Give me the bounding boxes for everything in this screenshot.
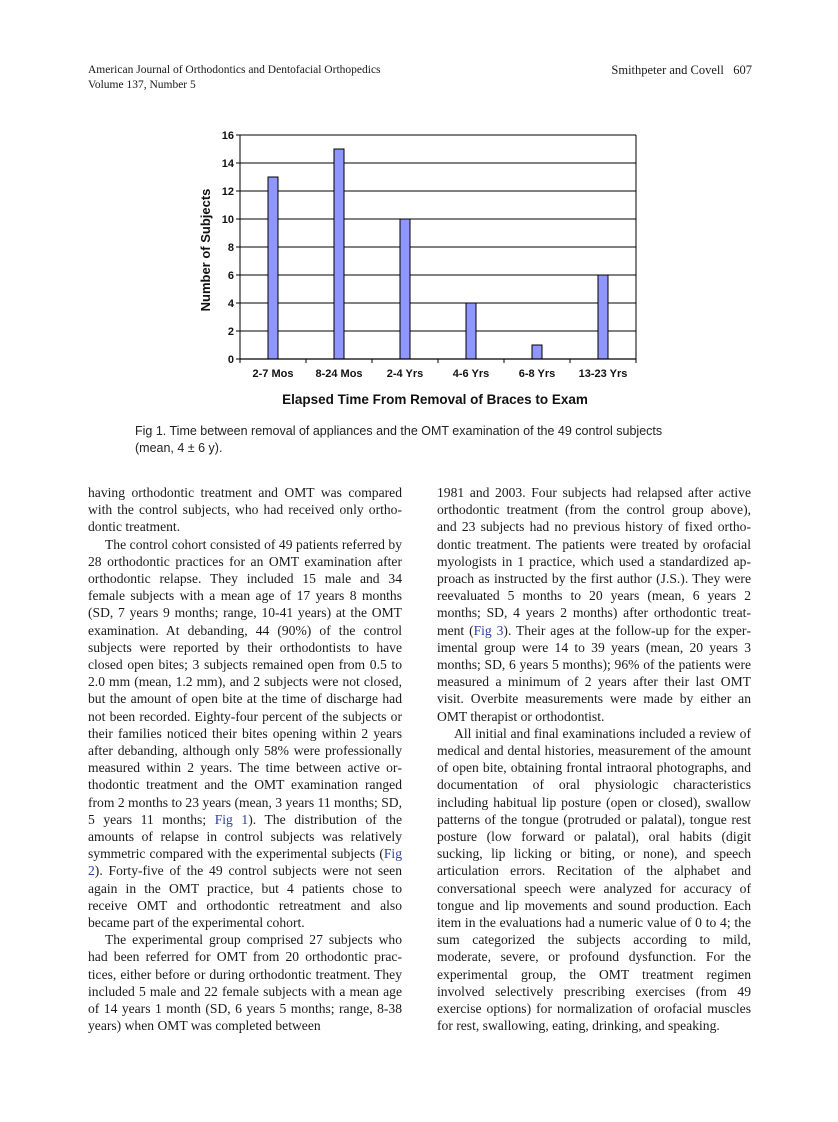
figure-caption-line-2: (mean, 4 ± 6 y). <box>135 441 223 455</box>
paragraph-examinations: All initial and final examinations included a review of medical and dental histories, measurement of the amount of open bite, obtaining frontal intraoral photographs, and documentation of oral physiologic characteristics including habitual lip posture (open or closed), swallow patterns of the tongue (protruded or palatal), tongue rest posture (low forward or palatal), oral habits (digit sucking, lip licking or biting, or none), and speech articulation errors. Recitation of the alphabet and conversational speech were analyzed for accuracy of tongue and lip movements and sound production. Each item in the evaluations had a numeric value of 0 to 4; the sum categorized the subjects according to mild, moderate, severe, or profound dysfunction. For the experimental group, the OMT treatment regimen involved selectively prescribing exercises (from 49 exercise options) for normalization of orofacial muscles for rest, swallowing, eating, drinking, and speaking. <box>437 725 751 1034</box>
figure-2-reference-link[interactable]: Fig 2 <box>88 846 402 879</box>
y-tick-label: 8 <box>227 242 234 254</box>
x-tick-label: 2-4 Yrs <box>386 368 424 380</box>
chart-x-axis-label: Elapsed Time From Removal of Braces to Exam <box>282 392 588 407</box>
paragraph-text: ). Their ages at the follow-up for the experimental group were 14 to 39 years (mean, 20 years 3 months; SD, 6 years 5 months); 96% of the patients were measured a minimum of 2 years after their last OMT visit. Overbite measurements were made by either an OMT therapist or orthodontist. <box>437 622 751 724</box>
y-tick-label: 6 <box>227 270 234 282</box>
running-header-authors-page: Smithpeter and Covell 607 <box>611 63 752 77</box>
x-tick-label: 8-24 Mos <box>315 368 363 380</box>
figure-caption-line-1: Fig 1. Time between removal of appliances and the OMT examination of the 49 control subjects <box>135 424 663 438</box>
x-tick-label: 13-23 Yrs <box>578 368 628 380</box>
journal-volume: Volume 137, Number 5 <box>88 79 196 91</box>
y-tick-label: 14 <box>221 158 234 170</box>
bar-2-7-mos <box>268 177 278 359</box>
bar-6-8-yrs <box>532 345 542 359</box>
paragraph-experimental-continued <box>437 484 751 725</box>
y-tick-label: 12 <box>221 186 234 198</box>
paragraph-control-cohort <box>88 536 402 932</box>
paragraph-experimental-group: The experimental group comprised 27 subjects who had been referred for OMT from 20 orthodontic practices, either before or during orthodontic treatment. They included 5 male and 22 female subjects with a mean age of 14 years 1 month (SD, 6 years 5 months; range, 8-38 years) when OMT was completed between <box>88 932 402 1034</box>
paragraph-text: ). The distribution of the amounts of relapse in control subjects was relatively symmetric compared with the experimental subjects ( <box>88 811 402 862</box>
figure-caption <box>135 423 735 457</box>
figure-1-bar-chart <box>180 122 660 417</box>
paragraph-text: 1981 and 2003. Four subjects had relapsed after active orthodontic treatment (from the control group above), and 23 subjects had no previous history of fixed orthodontic treatment. The patients were treated by orofacial myologists in 1 practice, which used a standardized approach as instructed by the first author (J.S.). They were reevaluated 5 months to 20 years (mean, 6 years 2 months; SD, 4 years 2 months) after orthodontic treatment ( <box>437 485 751 638</box>
chart-y-axis-label: Number of Subjects <box>198 188 213 312</box>
journal-title: American Journal of Orthodontics and Dentofacial Orthopedics <box>88 64 381 76</box>
body-column-right <box>437 484 751 1035</box>
y-tick-label: 2 <box>227 326 234 338</box>
running-header-journal <box>88 63 381 93</box>
paragraph-text: The control cohort consisted of 49 patients referred by 28 orthodontic practices for an OMT examination after orthodontic relapse. They included 15 male and 34 female subjects with a mean age of 17 years 8 months (SD, 7 years 9 months; range, 10-41 years) at the OMT examination. At debanding, 44 (90%) of the control subjects were reported by their orthodontists to have closed open bites; 3 subjects remained open from 0.5 to 2.0 mm (mean, 1.2 mm), and 2 subjects were not closed, but the amount of open bite at the time of discharge had not been recorded. Eighty-four percent of the subjects or their families noticed their bites opening within 2 years after debanding, although only 58% were professionally measured within 2 years. The time between active orthodontic treatment and the OMT examination ranged from 2 months to 23 years (mean, 3 years 11 months; SD, 5 years 11 months; <box>88 536 402 827</box>
bar-8-24-mos <box>334 149 344 359</box>
x-tick-label: 6-8 Yrs <box>518 368 556 380</box>
x-tick-label: 2-7 Mos <box>252 368 294 380</box>
x-tick-label: 4-6 Yrs <box>452 368 490 380</box>
bar-4-6-yrs <box>466 303 476 359</box>
figure-1-reference-link[interactable]: Fig 1 <box>214 811 249 827</box>
bar-13-23-yrs <box>598 275 608 359</box>
chart-bars <box>268 149 608 359</box>
figure-3-reference-link[interactable]: Fig 3 <box>473 622 504 638</box>
chart-gridlines <box>240 135 636 359</box>
y-tick-label: 16 <box>221 130 234 142</box>
bar-2-4-yrs <box>400 219 410 359</box>
y-tick-label: 0 <box>227 354 234 366</box>
chart-axes <box>222 130 636 380</box>
y-tick-label: 10 <box>221 214 234 226</box>
body-column-left <box>88 484 402 1035</box>
y-tick-label: 4 <box>227 298 234 310</box>
paragraph-text: ). Forty-five of the 49 control subjects were not seen again in the OMT practice, but 4 patients chose to receive OMT and orthodontic retreatment and also became part of the experimental cohort. <box>88 863 402 931</box>
paragraph-continuation: having orthodontic treatment and OMT was compared with the control subjects, who had received only orthodontic treatment. <box>88 485 402 535</box>
